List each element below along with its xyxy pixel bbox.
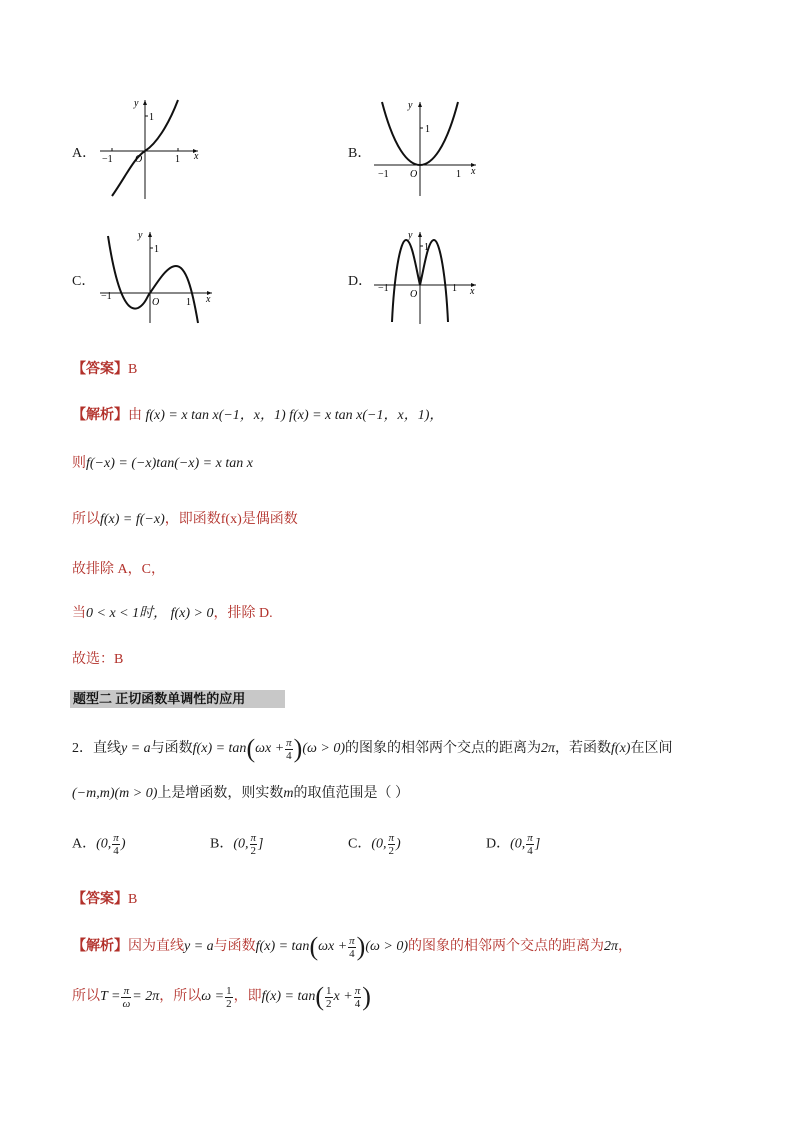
q2-frac-den: 4	[286, 749, 292, 762]
a2-T-num: π	[121, 985, 131, 998]
a2-text-a: 因为直线	[128, 939, 184, 955]
graph-b	[372, 98, 482, 198]
analysis-1-line-5-suffix: ，排除 D.	[213, 606, 273, 621]
q2-text-b: 与函数	[150, 741, 193, 757]
analysis-1-line-2-expr: f(−x) = (−x)tan(−x) = x tan x	[86, 456, 253, 471]
q2-option-c	[348, 832, 401, 857]
q2-eq-line: y = a	[121, 741, 151, 757]
a2-f-coef-num: 1	[326, 984, 332, 997]
analysis-1-line-3-expr: f(x) = f(−x)	[100, 512, 165, 527]
q2-text-e: 在区间	[630, 741, 673, 757]
analysis-2-line-2: 所以T = $\frac{\pi}{\omega}$ = 2π，所以ω = $\frac{1}{2}$ ，即f(x) = tan( $\frac{1}{2}$ x + $\frac{\pi}{4}$ )	[72, 982, 371, 1011]
a2-T: T =	[100, 989, 121, 1005]
graph-d	[372, 228, 482, 326]
graph-a-origin: O	[135, 154, 143, 165]
analysis-1-line-1	[72, 404, 443, 424]
q2-option-c-right: )	[396, 836, 401, 852]
graph-c-xtick-neg: −1	[101, 291, 112, 302]
q2-option-c-letter: C．	[348, 836, 372, 852]
graph-d-ytick: 1	[424, 242, 429, 253]
graph-b-ytick: 1	[425, 124, 430, 135]
graph-a-ylabel: y	[134, 98, 139, 109]
a2-dist: 2π	[604, 939, 619, 955]
q2-line2-text-b: 的取值范围是（ ）	[293, 786, 409, 801]
analysis-1-line-5-prefix: 当	[72, 606, 86, 621]
a2-f-pi-num: π	[354, 984, 361, 997]
a2-frac-den: 4	[349, 947, 355, 960]
a2-text-b: 与函数	[213, 939, 256, 955]
q2-option-c-left: (0,	[371, 836, 387, 852]
q2-option-a-den: 4	[113, 845, 119, 857]
graph-d-ylabel: y	[408, 230, 413, 241]
option-a-label: A．	[72, 146, 97, 161]
graph-c	[98, 228, 218, 324]
q2-option-b	[210, 832, 263, 857]
analysis-1-line-3-suffix: ，即函数f(x)是偶函数	[164, 512, 298, 527]
graph-b-origin: O	[410, 169, 418, 180]
analysis-1-line-3-prefix: 所以	[72, 512, 100, 527]
analysis-1-line-2-prefix: 则	[72, 456, 86, 471]
q2-option-d-letter: D．	[486, 836, 511, 852]
answer-1	[72, 358, 137, 378]
q2-dist: 2π	[541, 741, 556, 757]
answer-2-tag: 【答案】	[72, 892, 128, 907]
a2-frac-num: π	[349, 934, 355, 947]
q2-option-b-den: 2	[250, 845, 257, 857]
graph-d-xtick-pos: 1	[452, 283, 457, 294]
graph-c-ytick: 1	[154, 244, 159, 255]
analysis-1-line-4: 故排除 A，C，	[72, 562, 165, 577]
answer-2	[72, 888, 137, 908]
a2-omega-term: ωx +	[318, 939, 348, 955]
graph-a	[98, 96, 208, 200]
option-c-label: C．	[72, 274, 96, 289]
a2-w-num: 1	[226, 984, 232, 997]
graph-d-xlabel: x	[470, 286, 475, 297]
option-d-label: D．	[348, 274, 373, 289]
a2-f: f(x) = tan	[261, 989, 316, 1005]
a2-T-eq: = 2π	[132, 989, 160, 1005]
graph-c-xtick-pos: 1	[186, 297, 191, 308]
analysis-1-line-5-expr2: f(x) > 0	[170, 606, 214, 621]
answer-1-value: B	[128, 362, 138, 377]
a2-func: f(x) = tan	[255, 939, 310, 955]
a2-f-coef-den: 2	[326, 997, 332, 1010]
a2-w-den: 2	[226, 997, 232, 1010]
option-b-label: B．	[348, 146, 372, 161]
q2-option-b-num: π	[250, 832, 257, 844]
a2-f-x: x +	[333, 989, 353, 1005]
q2-func: f(x) = tan	[192, 741, 247, 757]
q2-option-b-letter: B．	[210, 836, 234, 852]
answer-2-value: B	[128, 892, 138, 907]
graph-b-xtick-neg: −1	[378, 169, 389, 180]
a2-eq-line: y = a	[184, 939, 214, 955]
q2-prefix: 2．直线	[72, 741, 121, 757]
a2-line2-text-a: 所以	[72, 989, 100, 1005]
q2-fx: f(x)	[611, 741, 631, 757]
q2-line2-text-a: 上是增函数，则实数	[157, 786, 284, 801]
a2-cond: (ω > 0)	[365, 939, 408, 955]
analysis-2-line-1: 【解析】因为直线y = a与函数f(x) = tan(ωx + $\frac{\pi}{4}$ )(ω > 0)的图象的相邻两个交点的距离为2π，	[72, 932, 633, 961]
analysis-1-line-5	[72, 602, 273, 622]
q2-cond: (ω > 0)	[302, 741, 345, 757]
graph-b-xtick-pos: 1	[456, 169, 461, 180]
a2-w: ω =	[201, 989, 225, 1005]
q2-option-a-left: (0,	[96, 836, 112, 852]
q2-option-d-left: (0,	[510, 836, 526, 852]
a2-line2-text-b: ，所以	[159, 989, 202, 1005]
graph-c-xlabel: x	[206, 294, 211, 305]
a2-end: ，	[618, 939, 633, 955]
q2-option-c-num: π	[388, 832, 395, 844]
q2-text-d: ，若函数	[555, 741, 612, 757]
graph-b-ylabel: y	[408, 100, 413, 111]
graph-a-xtick-pos: 1	[175, 154, 180, 165]
q2-option-d-right: ]	[534, 836, 541, 852]
graph-b-xlabel: x	[471, 166, 476, 177]
q2-option-d-den: 4	[527, 845, 533, 857]
analysis-1-line-3	[72, 508, 298, 528]
analysis-1-line-1-prefix: 由	[128, 408, 142, 423]
q2-interval: (−m,m)(m > 0)	[72, 786, 158, 801]
q2-option-b-left: (0,	[233, 836, 249, 852]
q2-option-a	[72, 832, 125, 857]
graph-a-xtick-neg: −1	[102, 154, 113, 165]
q2-option-d-num: π	[527, 832, 533, 844]
graph-a-xlabel: x	[194, 151, 199, 162]
a2-line2-text-c: ，即	[233, 989, 262, 1005]
section-heading: 题型二 正切函数单调性的应用	[70, 690, 285, 708]
q2-frac-num: π	[286, 736, 292, 749]
answer-1-tag: 【答案】	[72, 362, 128, 377]
analysis-1-tag: 【解析】	[72, 408, 128, 423]
analysis-1-line-1-expr: f(x) = x tan x(−1，x，1) f(x) = x tan x(−1，x，1)，	[145, 408, 444, 423]
graph-c-origin: O	[152, 297, 160, 308]
q2-text-c: 的图象的相邻两个交点的距离为	[345, 741, 541, 757]
q2-option-d	[486, 832, 540, 857]
question-2-line-2	[72, 782, 409, 802]
q2-m: m	[283, 786, 294, 801]
a2-text-c: 的图象的相邻两个交点的距离为	[408, 939, 604, 955]
graph-d-origin: O	[410, 289, 418, 300]
question-2-line-1: 2．直线y = a与函数f(x) = tan(ωx + $\frac{\pi}{4}$ )(ω > 0)的图象的相邻两个交点的距离为2π，若函数f(x)在区间	[72, 734, 673, 763]
q2-option-a-letter: A．	[72, 836, 97, 852]
a2-T-den: ω	[122, 997, 131, 1010]
q2-option-b-right: ]	[258, 836, 264, 852]
q2-option-a-num: π	[113, 832, 119, 844]
q2-option-a-right: )	[120, 836, 126, 852]
analysis-2-tag: 【解析】	[72, 939, 128, 955]
graph-c-ylabel: y	[138, 230, 143, 241]
analysis-1-line-2	[72, 452, 253, 472]
q2-option-c-den: 2	[388, 845, 395, 857]
graph-a-ytick: 1	[149, 112, 154, 123]
graph-d-xtick-neg: −1	[378, 283, 389, 294]
q2-omega-term: ωx +	[255, 741, 285, 757]
a2-f-pi-den: 4	[354, 997, 361, 1010]
analysis-1-line-5-expr: 0 < x < 1时，	[86, 606, 168, 621]
analysis-1-line-6: 故选：B	[72, 652, 124, 667]
